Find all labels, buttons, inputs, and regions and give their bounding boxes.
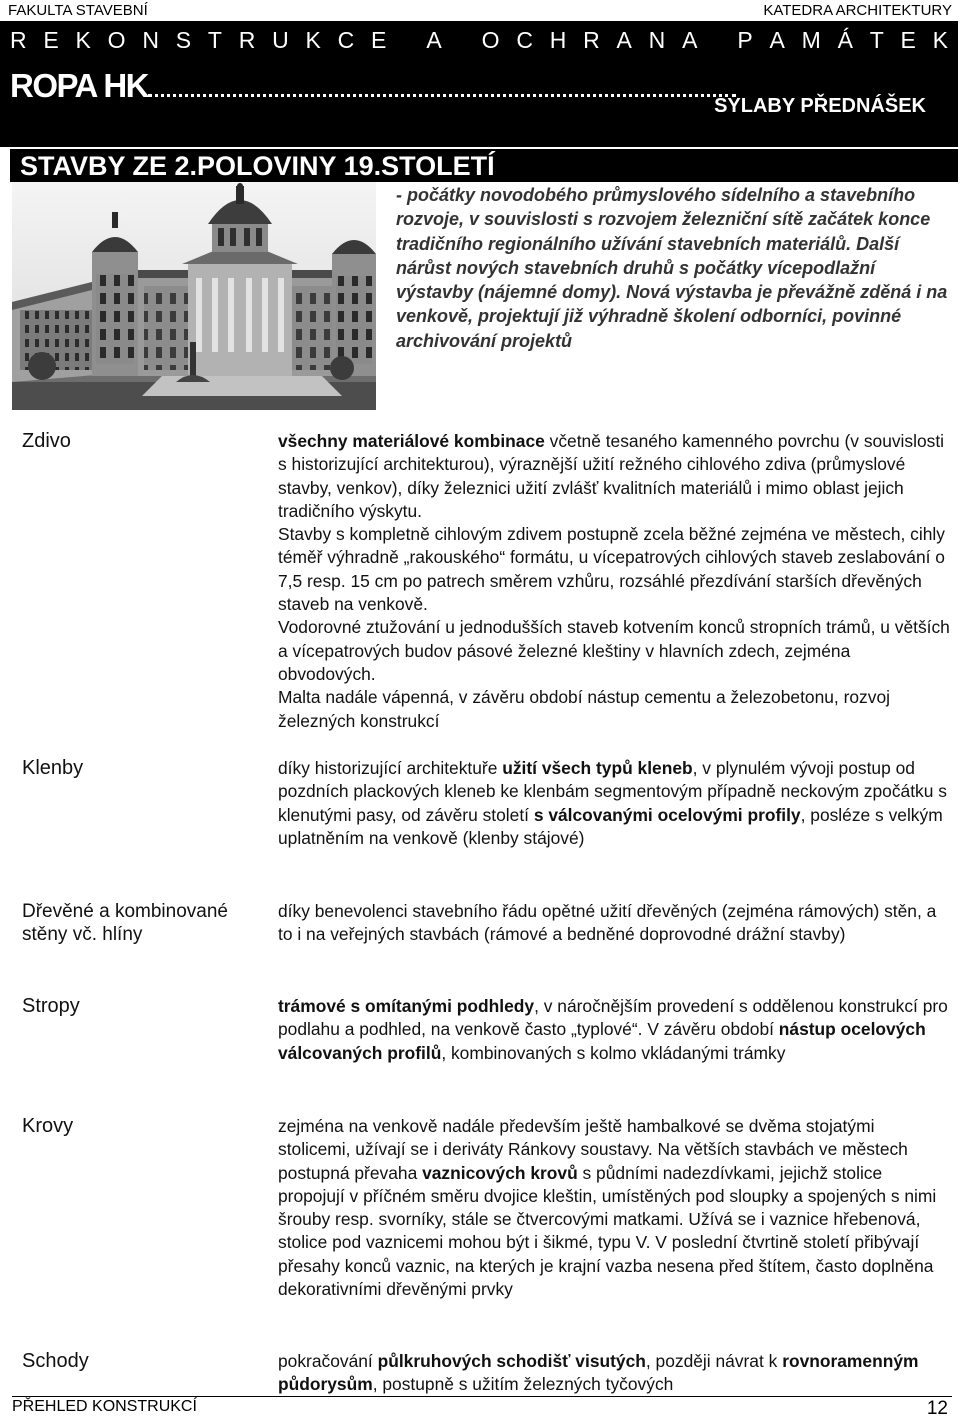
body-text: , posléze s velkým uplatněním na venkově (klenby stájové) bbox=[278, 804, 943, 848]
description-paragraph bbox=[278, 686, 950, 733]
row-label: Schody bbox=[22, 1350, 89, 1372]
course-title-letter: O bbox=[107, 27, 126, 53]
emphasis-text: s válcovanými ocelovými profily bbox=[533, 804, 801, 825]
body-text: pokračování bbox=[278, 1351, 378, 1371]
intro-text: - počátky novodobého průmyslového sídelního a stavebního rozvoje, v souvislosti s rozvojem železniční sítě začátek konce tradičního regionálního užívání stavebních materiálů. Další nárůst nových stavebních druhů s počátky vícepodlažní výstavby (nájemné domy). Nová výstavba je převážně zděná i na venkově, projektují již výhradně školení odborníci, povinné archivování projektů bbox=[396, 185, 948, 351]
row-label: Dřevěné a kombinované stěny vč. hlíny bbox=[22, 901, 228, 945]
course-title-letter: E bbox=[900, 27, 916, 53]
emphasis-text: užití všech typů kleneb bbox=[502, 758, 693, 778]
row-description bbox=[278, 1115, 950, 1301]
course-title-letter: R bbox=[10, 27, 27, 53]
course-title-letter: N bbox=[142, 27, 159, 53]
description-paragraph bbox=[278, 1115, 950, 1301]
section-heading-bar bbox=[10, 149, 958, 182]
course-title-letter: P bbox=[737, 27, 753, 53]
emphasis-text: trámové s omítanými podhledy bbox=[278, 996, 535, 1016]
course-title-letter: S bbox=[175, 27, 192, 53]
document-type: SYLABY PŘEDNÁŠEK bbox=[714, 95, 926, 117]
course-title-letter: N bbox=[648, 27, 666, 53]
course-title-letter bbox=[403, 27, 409, 54]
description-paragraph bbox=[278, 995, 950, 1065]
course-title-letter: U bbox=[272, 27, 289, 53]
row-description bbox=[278, 900, 950, 947]
course-title-letter: M bbox=[801, 27, 821, 53]
course-title-letter: T bbox=[207, 27, 222, 53]
course-title-letter: T bbox=[869, 27, 884, 53]
row-label: Krovy bbox=[22, 1115, 74, 1137]
section-intro bbox=[396, 183, 956, 353]
row-description bbox=[278, 995, 950, 1065]
course-title-letter: E bbox=[43, 27, 59, 53]
emphasis-text: nástup ocelových válcovaných profilů bbox=[278, 1019, 926, 1063]
body-text: s půdními nadezdívkami, jejichž stolice propojují v příčném směru dvojice kleštin, umístěných pod sloupky a spojených s nimi šrouby resp. svorníky, stále se čtvercovými matkami. Užívá se i vaznice hřebenová, stolice pod vaznicemi mohou být i šikmé, typu V. V poslední čtvrtině století přibývají přesahy konců vaznic, na kterých je krajní vazba nesena před štítem, často doplněna dekorativními dřevěnými prvky bbox=[278, 1162, 937, 1300]
description-paragraph bbox=[278, 757, 950, 850]
section-title: STAVBY ZE 2.POLOVINY 19.STOLETÍ bbox=[20, 151, 495, 181]
row-label: Klenby bbox=[22, 757, 84, 779]
course-title-letter: A bbox=[769, 27, 785, 53]
row-description bbox=[278, 1350, 950, 1397]
body-text: , kombinovaných s kolmo vkládanými trámky bbox=[441, 1042, 786, 1063]
body-text: Stavby s kompletně cihlovým zdivem postupně zcela běžné zejména ve městech, cihly téměř výhradně „rakouského“ formátu, u vícepatrových cihlových staveb zeslabování o 7,5 resp. 15 cm po patrech směrem vzhůru, rozsáhlé přezdívání starších dřevěných staveb na venkově. bbox=[278, 524, 945, 615]
course-title-letter bbox=[714, 27, 720, 54]
course-title-letter: A bbox=[616, 27, 632, 53]
course-title-letter: K bbox=[305, 27, 321, 53]
body-text: , v plynulém vývoji postup od pozdních plackových kleneb ke klenbám segmentovým případně neckovým zpočátku s klenutými pasy, od závěru století bbox=[278, 758, 947, 825]
description-paragraph bbox=[278, 616, 950, 686]
course-title-letter: R bbox=[583, 27, 600, 53]
course-title-letter bbox=[458, 27, 464, 54]
body-text: zejména na venkově nadále především ještě hambalkové se dvěma stojatými stolicemi, užívají se i deriváty Ránkovy soustavy. Na větších stavbách ve městech postupná převaha bbox=[278, 1116, 908, 1183]
body-text: , postupně s užitím železných tyčových bbox=[372, 1374, 674, 1395]
description-paragraph bbox=[278, 523, 950, 616]
footer-divider bbox=[12, 1396, 952, 1397]
course-title-letter: C bbox=[516, 27, 533, 53]
body-text: díky historizující architektuře bbox=[278, 758, 503, 778]
course-title-letter: O bbox=[481, 27, 500, 53]
description-paragraph bbox=[278, 430, 950, 523]
course-title-letter: K bbox=[932, 27, 948, 53]
course-title-letter: E bbox=[371, 27, 387, 53]
course-title-letter: A bbox=[682, 27, 698, 53]
top-header-line bbox=[8, 2, 952, 22]
body-text: Malta nadále vápenná, v závěru období nástup cementu a železobetonu, rozvoj železných konstrukcí bbox=[278, 687, 890, 731]
faculty-name: FAKULTA STAVEBNÍ bbox=[8, 2, 148, 19]
body-text: , v náročnějším provedení s oddělenou konstrukcí pro podlahu a podhled, na venkově často „typlové“. V závěru období bbox=[278, 996, 948, 1040]
dotted-leader bbox=[148, 94, 736, 97]
emphasis-text: všechny materiálové kombinace bbox=[278, 431, 545, 451]
department-name: KATEDRA ARCHITEKTURY bbox=[763, 2, 952, 19]
row-description bbox=[278, 757, 950, 850]
course-title-letter: Á bbox=[837, 27, 853, 53]
course-title-letter: A bbox=[426, 27, 442, 53]
course-title-letter: K bbox=[75, 27, 91, 53]
course-title bbox=[10, 27, 948, 54]
page-number: 12 bbox=[926, 1398, 948, 1419]
body-text: včetně tesaného kamenného povrchu (v souvislosti s historizující architekturou), výraznější užití režného cihlového zdiva (průmyslové stavby, venkov), díky železnici užití zvlášť kvalitních materiálů i mimo oblast jejich tradičního výskytu. bbox=[278, 431, 945, 521]
emphasis-text: půlkruhových schodišť visutých bbox=[377, 1351, 646, 1371]
row-label: Stropy bbox=[22, 995, 80, 1017]
course-title-letter: R bbox=[238, 27, 256, 53]
body-text: , později návrat k bbox=[645, 1351, 783, 1371]
national-museum-illustration bbox=[12, 182, 376, 410]
row-label: Zdivo bbox=[22, 430, 71, 452]
row-description bbox=[278, 430, 950, 733]
title-banner bbox=[0, 21, 958, 147]
description-paragraph bbox=[278, 1350, 950, 1397]
course-title-letter: H bbox=[549, 27, 567, 53]
footer-title: PŘEHLED KONSTRUKCÍ bbox=[12, 1398, 197, 1415]
course-title-letter: C bbox=[337, 27, 355, 53]
emphasis-text: rovnoramenným půdorysům bbox=[278, 1351, 919, 1395]
emphasis-text: vaznicových krovů bbox=[422, 1162, 578, 1183]
body-text: Vodorovné ztužování u jednodušších staveb kotvením konců stropních trámů, u větších a vícepatrových budov pásové železné kleštiny v hlavních zdech, zejména obvodových. bbox=[278, 617, 950, 684]
building-photo bbox=[12, 182, 376, 410]
description-paragraph bbox=[278, 900, 950, 947]
course-code: ROPA HK bbox=[10, 67, 148, 104]
body-text: díky benevolenci stavebního řádu opětné užití dřevěných (zejména rámových) stěn, a to i na veřejných stavbách (rámové a bedněné doprovodné drážní stavby) bbox=[278, 901, 937, 945]
